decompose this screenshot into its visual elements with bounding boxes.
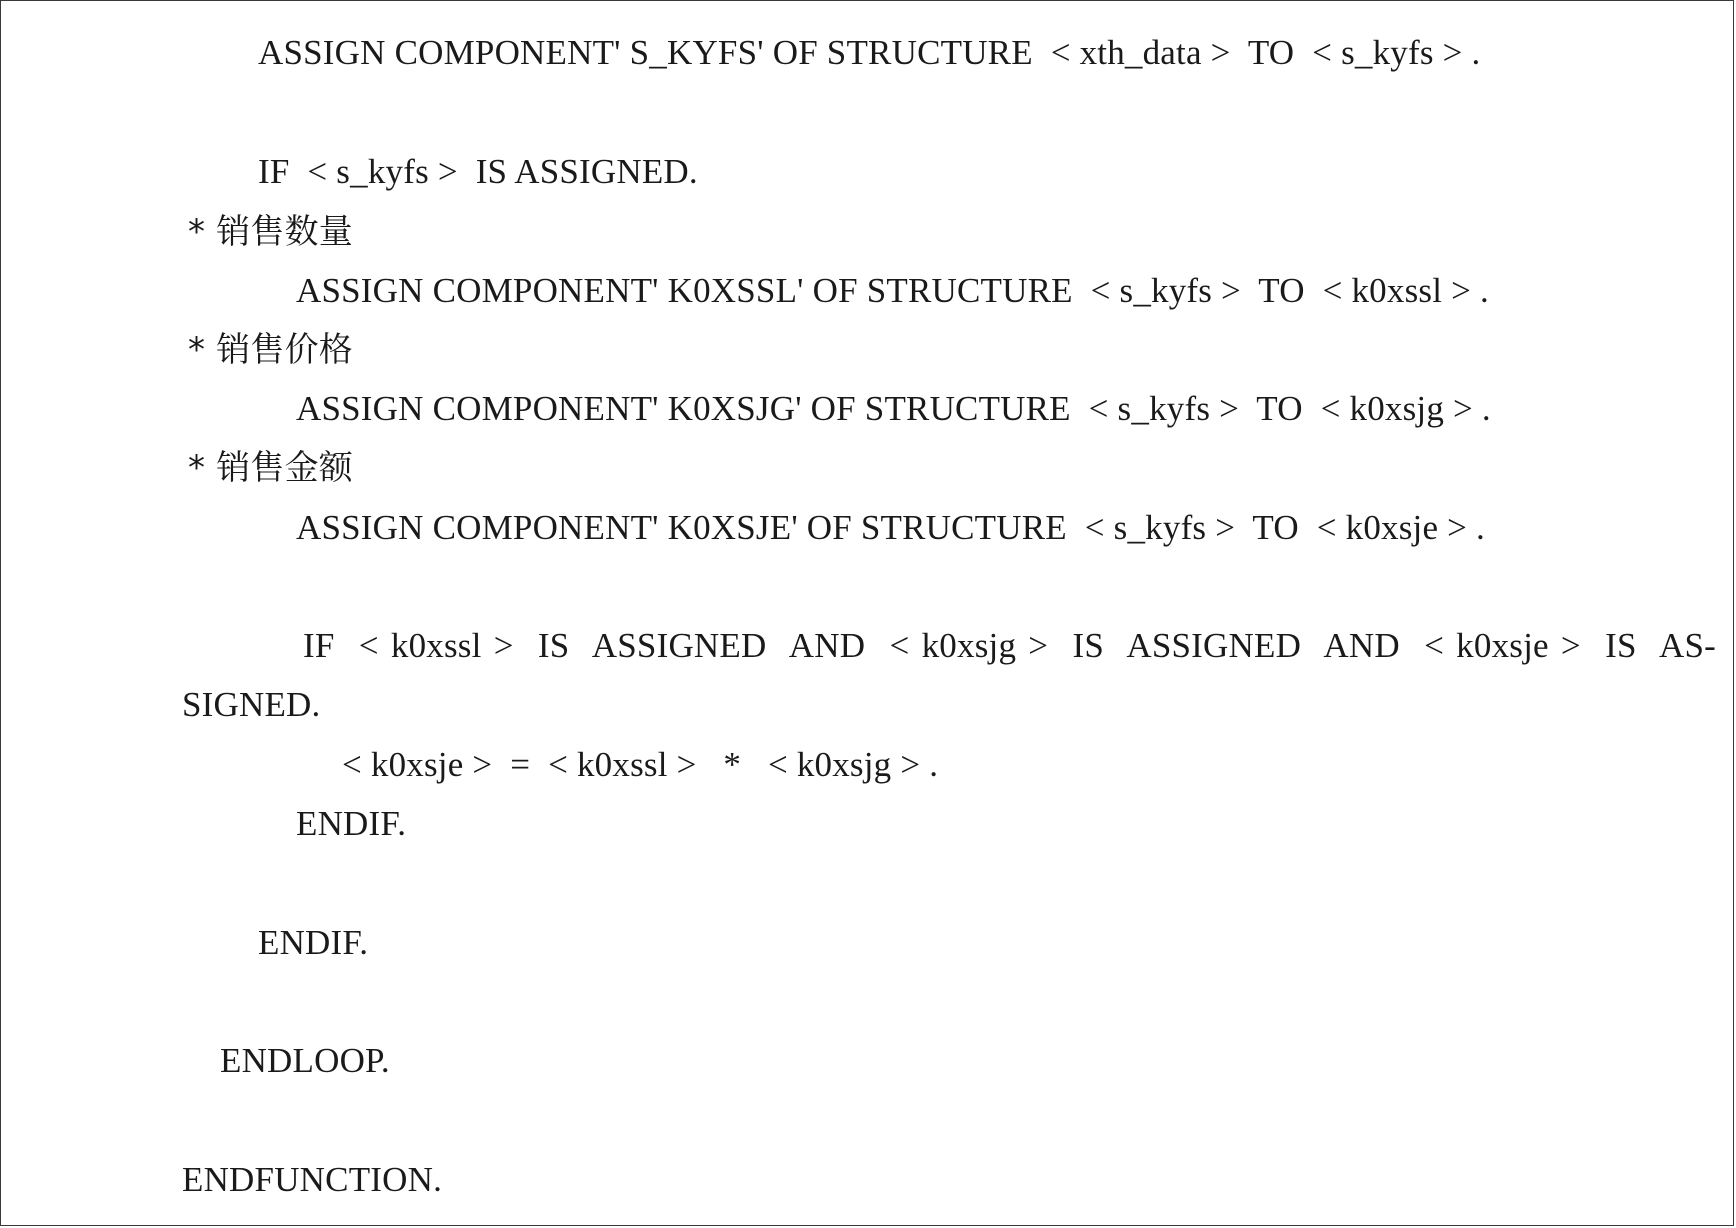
code-line-assign-k0xssl: ASSIGN COMPONENT' K0XSSL' OF STRUCTURE < s_kyfs > TO < k0xssl > . — [296, 271, 1489, 310]
comment-sales-amount: * 销售金额 — [188, 448, 354, 488]
code-line-if-s-kyfs-assigned: IF < s_kyfs > IS ASSIGNED. — [258, 152, 698, 191]
code-line-assign-k0xsje: ASSIGN COMPONENT' K0XSJE' OF STRUCTURE < s_kyfs > TO < k0xsje > . — [296, 508, 1485, 547]
code-line-if-all-assigned: IF < k0xssl > IS ASSIGNED AND < k0xsjg > IS ASSIGNED AND < k0xsje > IS AS- — [303, 626, 1716, 665]
comment-sales-quantity: * 销售数量 — [188, 212, 354, 252]
code-line-endif-inner: ENDIF. — [296, 804, 407, 843]
comment-sales-price: * 销售价格 — [188, 330, 354, 370]
code-line-if-continuation: SIGNED. — [182, 685, 321, 724]
code-line-endfunction: ENDFUNCTION. — [182, 1160, 443, 1199]
code-line-assign-s-kyfs: ASSIGN COMPONENT' S_KYFS' OF STRUCTURE < xth_data > TO < s_kyfs > . — [258, 33, 1481, 72]
code-line-assign-k0xsjg: ASSIGN COMPONENT' K0XSJG' OF STRUCTURE < s_kyfs > TO < k0xsjg > . — [296, 389, 1491, 428]
code-line-compute-k0xsje: < k0xsje > = < k0xssl > * < k0xsjg > . — [342, 745, 939, 784]
code-line-endif-outer: ENDIF. — [258, 923, 369, 962]
code-line-endloop: ENDLOOP. — [220, 1041, 390, 1080]
